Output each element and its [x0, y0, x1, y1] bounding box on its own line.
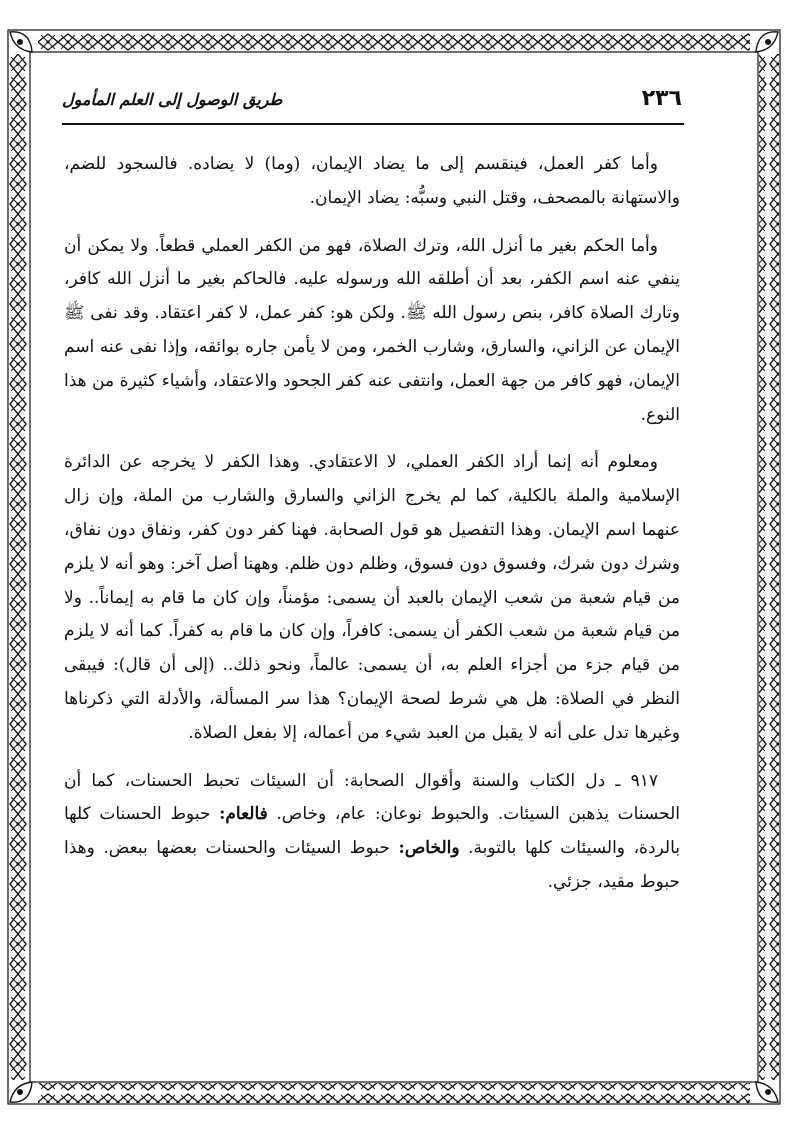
item-text: حبوط السيئات والحسنات بعضها ببعض. وهذا حبوط مقيد، جزئي. — [64, 838, 680, 892]
paragraph: ومعلوم أنه إنما أراد الكفر العملي، لا الاعتقادي. وهذا الكفر لا يخرجه عن الدائرة الإسلامية والملة بالكلية، كما لم يخرج الزاني والسارق والشارب من الملة، وإن زال عنهما اسم الإيمان. وهذا التفصيل هو قول الصحابة. فهنا كفر دون كفر، ونفاق دون نفاق، وشرك دون شرك، وفسوق دون فسوق، وظلم دون ظلم. وههنا أصل آخر: وهو أنه لا يلزم من قيام شعبة من شعب الإيمان بالعبد أن يسمى: مؤمناً، وإن كان ما قام به إيماناً.. ولا من قيام شعبة من شعب الكفر أن يسمى: كافراً، وإن كان ما قام به كفراً. كما أنه لا يلزم من قيام جزء من أجزاء العلم به، أن يسمى: عالماً، ونحو ذلك.. (إلى أن قال): فيبقى النظر في الصلاة: هل هي شرط لصحة الإيمان؟ هذا سر المسألة، والأدلة التي ذكرناها وغيرها تدل على أنه لا يقبل من العبد شيء من أعماله، إلا بفعل الصلاة. — [64, 452, 680, 743]
term-specific: والخاص: — [398, 838, 460, 859]
paragraph: وأما كفر العمل، فينقسم إلى ما يضاد الإيمان، (وما) لا يضاده. فالسجود للضم، والاستهانة بالمصحف، وقتل النبي وسبُّه: يضاد الإيمان. — [64, 154, 680, 208]
term-general: فالعام: — [219, 804, 268, 825]
page-body — [64, 148, 680, 914]
item-text: ـ دل الكتاب والسنة وأقوال الصحابة: أن السيئات تحبط الحسنات، كما أن الحسنات يذهبن السيئات. والحبوط نوعان: عام، وخاص. — [64, 770, 681, 825]
running-title: طريق الوصول إلى العلم المأمول — [62, 90, 283, 109]
page-number: ٢٣٦ — [641, 86, 682, 111]
item-number: ٩١٧ — [630, 770, 658, 791]
page-header — [62, 86, 682, 120]
paragraph: وأما الحكم بغير ما أنزل الله، وترك الصلاة، فهو من الكفر العملي قطعاً. ولا يمكن أن ينفي عنه اسم الكفر، بعد أن أطلقه الله ورسوله عليه. فالحاكم بغير ما أنزل الله كافر، وتارك الصلاة كافر، بنص رسول الله ﷺ. ولكن هو: كفر عمل، لا كفر اعتقاد. وقد نفى ﷺ الإيمان عن الزاني، والسارق، وشارب الخمر، ومن لا يأمن جاره بوائقه، وإذا نفى عنه اسم الإيمان، فهو كافر من جهة العمل، وانتفى عنه كفر الجحود والاعتقاد، وأشياء كثيرة من هذا النوع. — [64, 235, 680, 425]
numbered-item — [64, 765, 680, 900]
header-divider — [62, 123, 684, 125]
item-text: حبوط الحسنات كلها بالردة، والسيئات كلها بالتوبة. — [64, 804, 681, 859]
